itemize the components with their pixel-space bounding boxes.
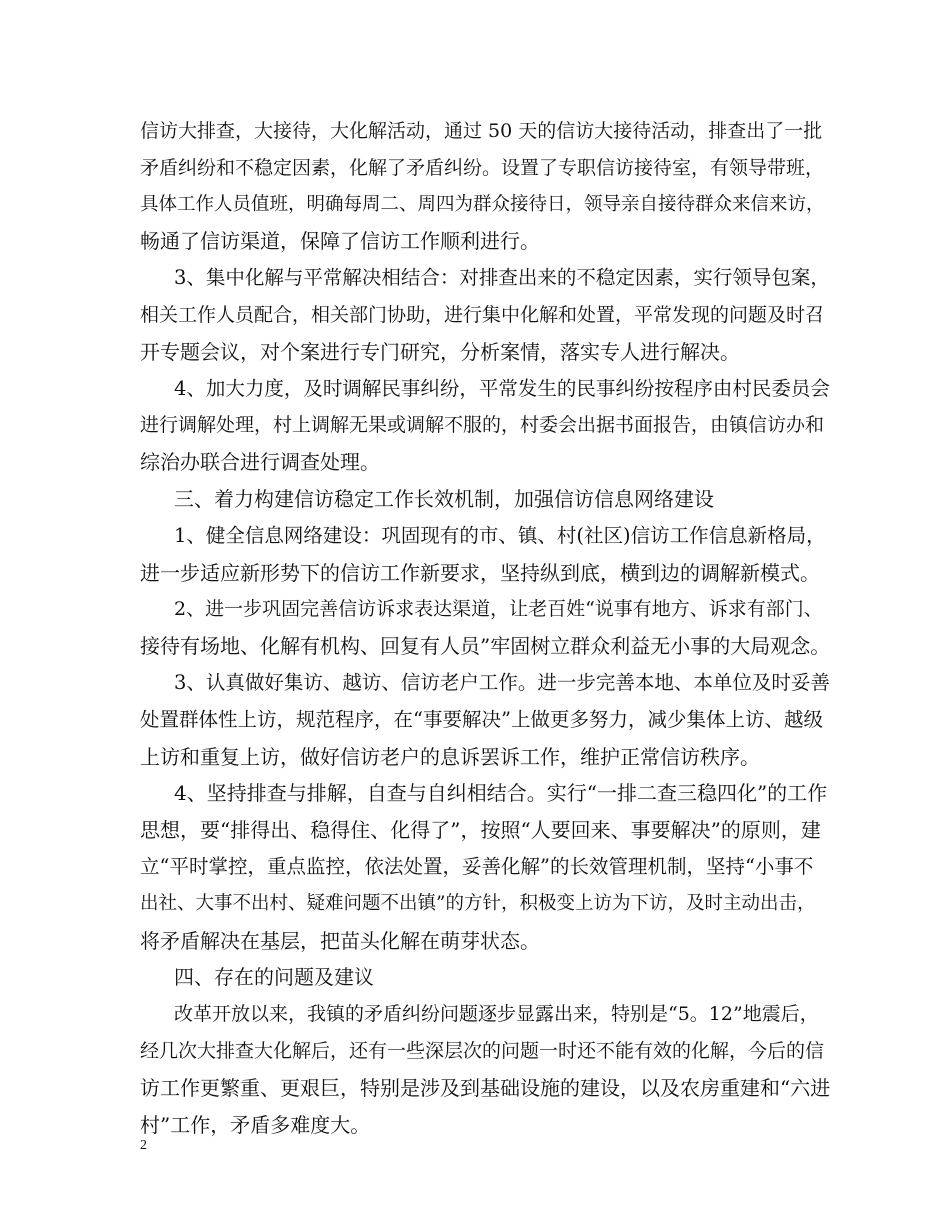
text-line: 立“平时掌控，重点监控，依法处置，妥善化解”的长效管理机制，坚持“小事不 (140, 854, 814, 878)
text-line: 接待有场地、化解有机构、回复有人员”牢固树立群众利益无小事的大局观念。 (140, 634, 831, 659)
text-line: 4、加大力度，及时调解民事纠纷，平常发生的民事纠纷按程序由村民委员会 (174, 376, 830, 400)
text-line: 访工作更繁重、更艰巨，特别是涉及到基础设施的建设，以及农房重建和“六进 (140, 1075, 831, 1100)
text-line: 4、坚持排查与排解，自查与自纠相结合。实行“一排二查三稳四化”的工作 (174, 781, 828, 806)
text-line: 村”工作，矛盾多难度大。 (140, 1112, 371, 1137)
text-line: 进一步适应新形势下的信访工作新要求，坚持纵到底，横到边的调解新模式。 (140, 560, 820, 585)
text-line: 3、集中化解与平常解决相结合：对排查出来的不稳定因素，实行领导包案， (174, 266, 830, 290)
text-line: 改革开放以来，我镇的矛盾纠纷问题逐步显露出来，特别是“5。12”地震后， (174, 1003, 819, 1026)
text-line: 思想，要“排得出、稳得住、化得了”，按照“人要回来、事要解决”的原则，建 (140, 818, 821, 843)
text-line: 综治办联合进行调查处理。 (140, 450, 380, 475)
text-line: 出社、大事不出村、疑难问题不出镇”的方针，积极变上访为下访，及时主动出击， (140, 892, 816, 914)
text-line: 四、存在的问题及建议 (174, 965, 374, 990)
text-line: 具体工作人员值班，明确每周二、周四为群众接待日，领导亲自接待群众来信来访， (140, 193, 825, 215)
text-line: 矛盾纠纷和不稳定因素，化解了矛盾纠纷。设置了专职信访接待室，有领导带班， (140, 156, 825, 179)
text-line: 开专题会议，对个案进行专门研究，分析案情，落实专人进行解决。 (140, 339, 740, 364)
text-line: 将矛盾解决在基层，把苗头化解在萌芽状态。 (140, 928, 540, 953)
body-text (140, 113, 830, 1143)
text-line: 相关工作人员配合，相关部门协助，进行集中化解和处置，平常发现的问题及时召 (140, 303, 825, 326)
text-line: 1、健全信息网络建设：巩固现有的市、镇、村(社区)信访工作信息新格局， (174, 523, 826, 547)
text-line: 畅通了信访渠道，保障了信访工作顺利进行。 (140, 229, 540, 254)
text-line: 上访和重复上访，做好信访老户的息诉罢诉工作，维护正常信访秩序。 (140, 744, 760, 769)
text-line: 经几次大排查大化解后，还有一些深层次的问题一时还不能有效的化解，今后的信 (140, 1039, 825, 1062)
text-line: 进行调解处理，村上调解无果或调解不服的，村委会出据书面报告，由镇信访办和 (140, 414, 825, 437)
page-number: 2 (140, 1138, 147, 1153)
text-line: 处置群体性上访，规范程序，在“事要解决”上做更多努力，减少集体上访、越级 (140, 707, 823, 731)
text-line: 2、进一步巩固完善信访诉求表达渠道，让老百姓“说事有地方、诉求有部门、 (174, 598, 823, 621)
text-line: 信访大排查，大接待，大化解活动，通过 50 天的信访大接待活动，排查出了一批 (140, 120, 823, 142)
text-line: 三、着力构建信访稳定工作长效机制，加强信访信息网络建设 (174, 486, 714, 511)
text-line: 3、认真做好集访、越访、信访老户工作。进一步完善本地、本单位及时妥善 (174, 670, 830, 694)
